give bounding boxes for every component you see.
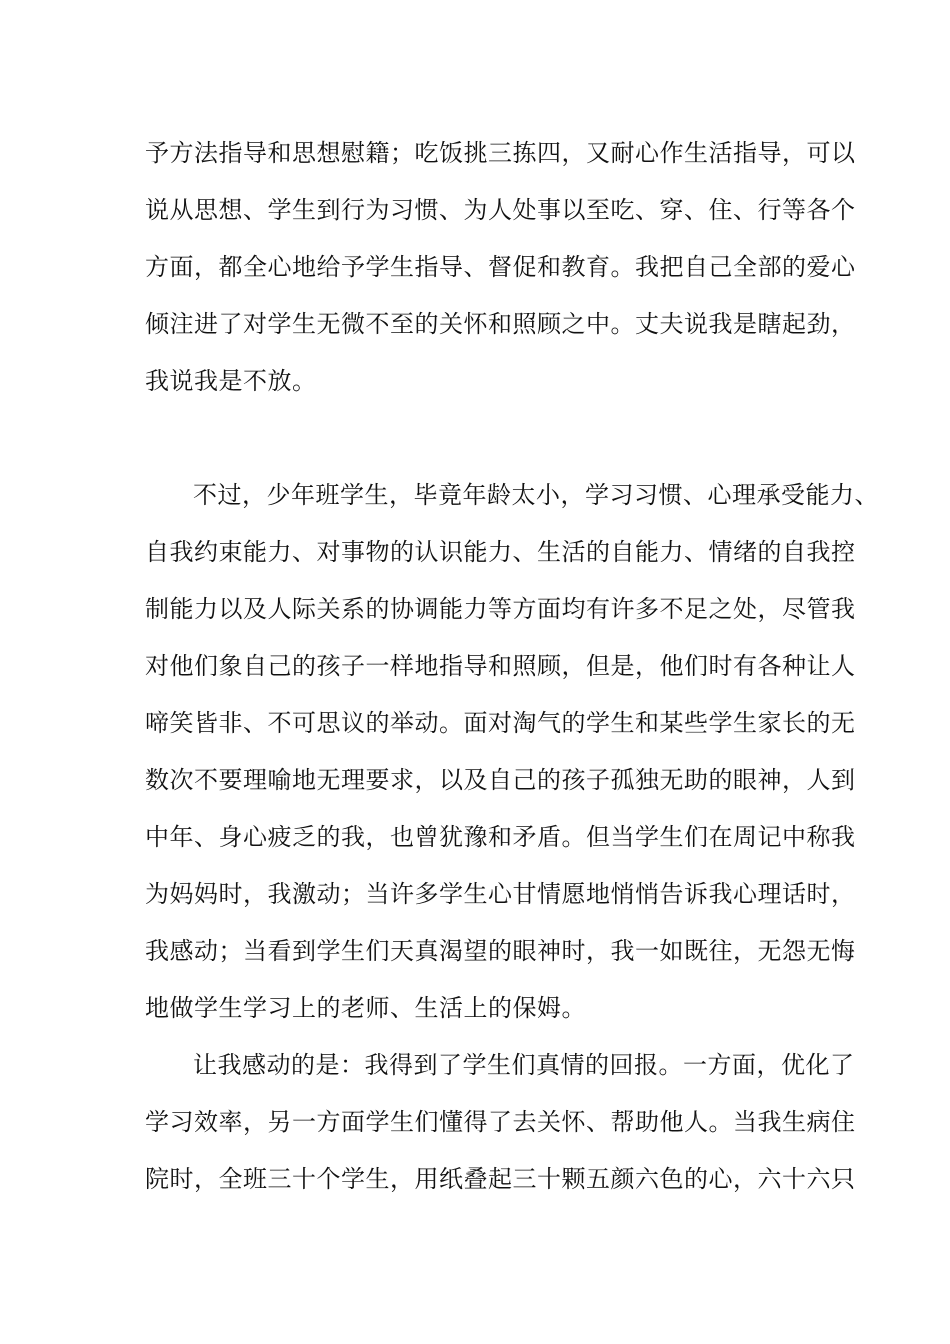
paragraph-3-line-1: 让我感动的是：我得到了学生们真情的回报。一方面，优化了 (193, 1051, 855, 1079)
paragraph-1-line-3: 方面，都全心地给予学生指导、督促和教育。我把自己全部的爱心 (145, 253, 856, 281)
paragraph-1-line-5: 我说我是不放。 (145, 367, 317, 395)
paragraph-2-line-8: 为妈妈时，我激动；当许多学生心甘情愿地悄悄告诉我心理话时， (145, 880, 856, 908)
paragraph-2-line-6: 数次不要理喻地无理要求，以及自己的孩子孤独无助的眼神，人到 (145, 766, 856, 794)
paragraph-2-line-5: 啼笑皆非、不可思议的举动。面对淘气的学生和某些学生家长的无 (145, 709, 856, 737)
paragraph-1-line-4: 倾注进了对学生无微不至的关怀和照顾之中。丈夫说我是瞎起劲， (145, 310, 856, 338)
paragraph-2-line-2: 自我约束能力、对事物的认识能力、生活的自能力、情绪的自我控 (145, 538, 856, 566)
paragraph-2-line-10: 地做学生学习上的老师、生活上的保姆。 (145, 994, 586, 1022)
paragraph-2-line-1: 不过，少年班学生，毕竟年龄太小，学习习惯、心理承受能力、 (193, 481, 879, 509)
paragraph-1-line-2: 说从思想、学生到行为习惯、为人处事以至吃、穿、住、行等各个 (145, 196, 856, 224)
paragraph-2-line-9: 我感动；当看到学生们天真渴望的眼神时，我一如既往，无怨无悔 (145, 937, 856, 965)
paragraph-3-line-2: 学习效率，另一方面学生们懂得了去关怀、帮助他人。当我生病住 (145, 1108, 856, 1136)
paragraph-1-line-1: 予方法指导和思想慰籍；吃饭挑三拣四，又耐心作生活指导，可以 (145, 139, 856, 167)
paragraph-2-line-3: 制能力以及人际关系的协调能力等方面均有许多不足之处，尽管我 (145, 595, 856, 623)
paragraph-2-line-4: 对他们象自己的孩子一样地指导和照顾，但是，他们时有各种让人 (145, 652, 856, 680)
paragraph-3-line-3: 院时，全班三十个学生，用纸叠起三十颗五颜六色的心，六十六只 (145, 1165, 856, 1193)
paragraph-2-line-7: 中年、身心疲乏的我，也曾犹豫和矛盾。但当学生们在周记中称我 (145, 823, 856, 851)
